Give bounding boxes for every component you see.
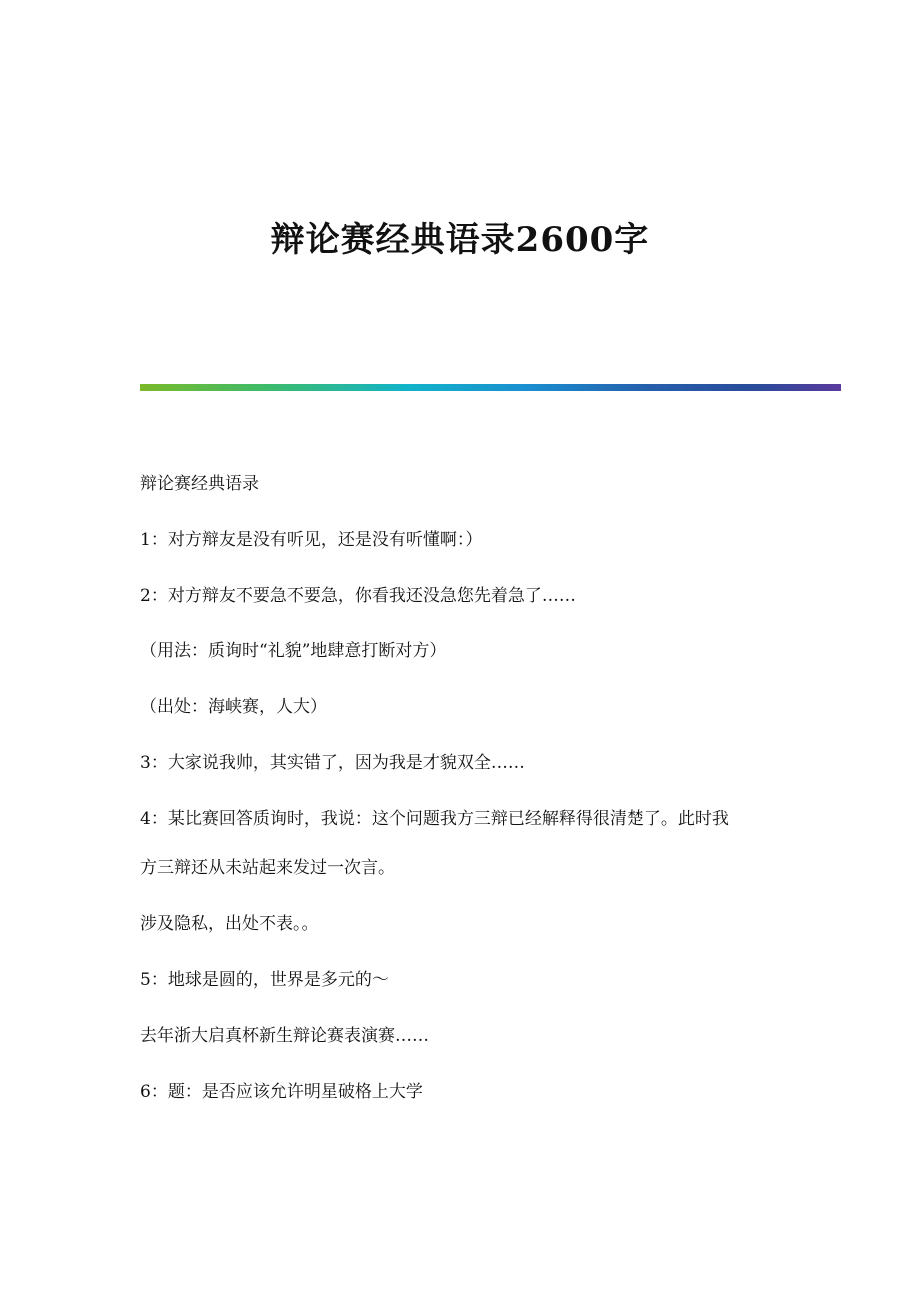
quote-paragraph: 1：对方辩友是没有听见，还是没有听懂啊：）: [140, 530, 483, 550]
quote-paragraph: 5：地球是圆的，世界是多元的～: [140, 970, 389, 990]
quote-paragraph: 2：对方辩友不要急不要急，你看我还没急您先着急了……: [140, 586, 576, 606]
source-note: （出处：海峡赛，人大）: [140, 697, 327, 717]
quote-paragraph: 4：某比赛回答质询时，我说：这个问题我方三辩已经解释得很清楚了。此时我: [140, 809, 729, 829]
section-heading: 辩论赛经典语录: [140, 474, 259, 494]
source-note: 去年浙大启真杯新生辩论赛表演赛……: [140, 1026, 429, 1046]
quote-paragraph: 6：题：是否应该允许明星破格上大学: [140, 1082, 423, 1102]
source-note: 涉及隐私，出处不表。。: [140, 914, 319, 934]
document-title: 辩论赛经典语录2600字: [270, 220, 650, 260]
gradient-divider: [140, 384, 841, 391]
quote-paragraph: 3：大家说我帅，其实错了，因为我是才貌双全……: [140, 753, 525, 773]
usage-note: （用法：质询时“礼貌”地肆意打断对方）: [140, 641, 447, 661]
quote-paragraph-continuation: 方三辩还从未站起来发过一次言。: [140, 858, 395, 878]
